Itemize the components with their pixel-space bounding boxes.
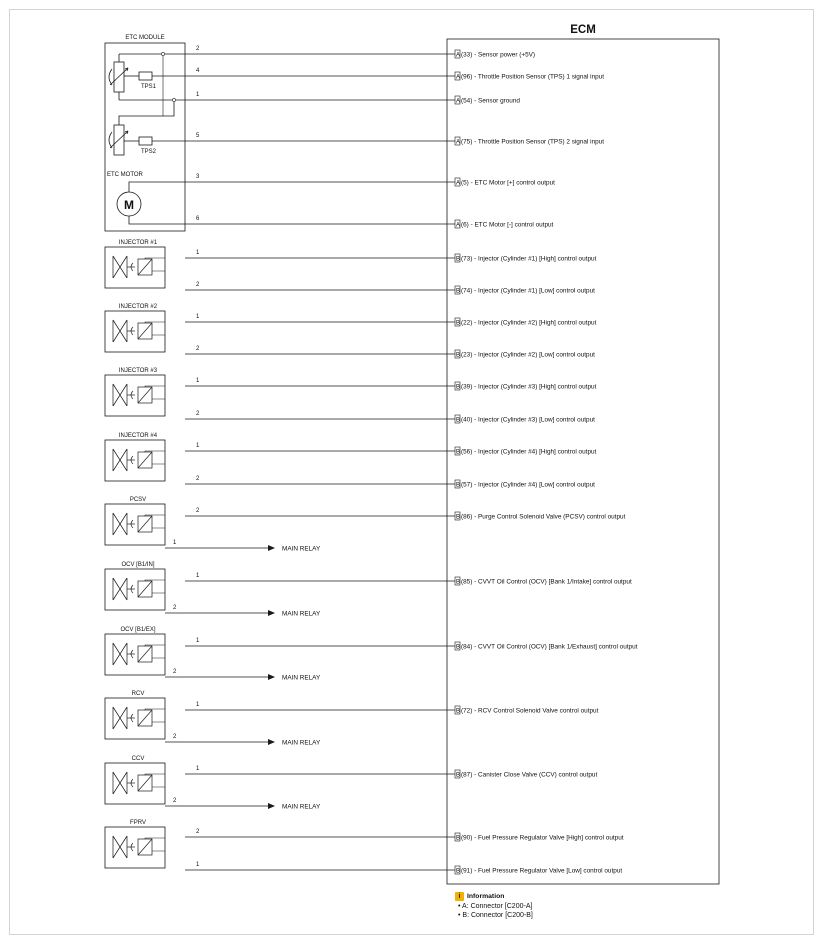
ecm-pin-label: (22) - Injector (Cylinder #2) [High] control output: [461, 319, 597, 327]
valve-icon: [113, 513, 127, 535]
etc-motor-title: ETC MOTOR: [107, 172, 143, 178]
connector-letter: B: [456, 835, 461, 842]
pin-number: 1: [196, 443, 200, 449]
info-line-b: • B: Connector [C200-B]: [458, 912, 533, 919]
ecm-pin-label: (57) - Injector (Cylinder #4) [Low] control output: [461, 481, 595, 489]
valve-icon: [113, 836, 127, 858]
information-header: [455, 892, 755, 901]
valve-icon: [113, 707, 127, 729]
information-title: Information: [467, 893, 505, 900]
connector-letter: B: [456, 482, 461, 489]
connector-letter: B: [456, 644, 461, 651]
valve-icon: [113, 384, 127, 406]
coil-diagonal: [138, 775, 152, 791]
component-title: OCV [B1/IN]: [121, 562, 155, 568]
arrow-icon: [268, 545, 275, 551]
solenoid-box: [105, 634, 165, 675]
main-relay-label: MAIN RELAY: [282, 610, 321, 618]
tps1-label: TPS1: [141, 84, 157, 90]
tps2-sensor: [109, 100, 185, 155]
information-note: [455, 892, 755, 919]
connector-letter: A: [456, 52, 461, 59]
pin-number: 1: [196, 862, 200, 868]
pin-number: 2: [196, 476, 200, 482]
pin-number: 2: [173, 669, 177, 675]
lead-wire: [145, 515, 165, 528]
ecm-pin-label: (90) - Fuel Pressure Regulator Valve [High] control output: [461, 834, 624, 842]
lead-wire: [145, 386, 165, 399]
pin-number: 4: [196, 68, 200, 74]
connector-letter: B: [456, 579, 461, 586]
info-line-a: • A: Connector [C200-A]: [458, 903, 533, 910]
connector-letter: B: [456, 256, 461, 263]
lead-wire: [145, 645, 165, 658]
lead-wire: [145, 774, 165, 787]
ecm-pin-label: (54) - Sensor ground: [461, 97, 520, 105]
pin-number: 2: [196, 346, 200, 352]
arrow-icon: [268, 739, 275, 745]
pin-number: 1: [196, 766, 200, 772]
pin-number: 2: [196, 282, 200, 288]
arrow-icon: [268, 610, 275, 616]
splice-dot: [161, 52, 164, 55]
ecm-pin-label: (6) - ETC Motor [-] control output: [461, 221, 554, 229]
connector-letter: A: [456, 222, 461, 229]
pin-number: 2: [196, 46, 200, 52]
pin-number: 1: [173, 540, 177, 546]
ecm-pin-label: (40) - Injector (Cylinder #3) [Low] control output: [461, 416, 595, 424]
ecm-title: ECM: [570, 24, 596, 36]
valve-icon: [113, 449, 127, 471]
tps1-sensor: [109, 54, 152, 100]
ecm-pin-label: (75) - Throttle Position Sensor (TPS) 2 signal input: [461, 138, 605, 146]
pin-number: 1: [196, 92, 200, 98]
connector-letter: B: [456, 384, 461, 391]
solenoid-box: [105, 763, 165, 804]
pin-number: 1: [196, 638, 200, 644]
lead-wire: [145, 709, 165, 722]
component-title: RCV: [131, 691, 145, 697]
connector-letter: A: [456, 180, 461, 187]
coil-diagonal: [138, 710, 152, 726]
coil-diagonal: [138, 452, 152, 468]
component-title: INJECTOR #4: [118, 433, 158, 439]
pin-number: 2: [173, 798, 177, 804]
main-relay-label: MAIN RELAY: [282, 674, 321, 682]
coil-diagonal: [138, 323, 152, 339]
solenoid-box: [105, 569, 165, 610]
pin-number: 2: [173, 605, 177, 611]
pin-number: 1: [196, 702, 200, 708]
component-title: INJECTOR #1: [118, 240, 158, 246]
pin-number: 5: [196, 133, 200, 139]
pin-number: 2: [196, 411, 200, 417]
ecm-pin-label: (74) - Injector (Cylinder #1) [Low] control output: [461, 287, 595, 295]
pin-number: 1: [196, 378, 200, 384]
info-icon: i: [455, 892, 464, 901]
pin-number: 2: [196, 508, 200, 514]
lead-wire: [145, 838, 165, 851]
connector-letter: A: [456, 98, 461, 105]
valve-icon: [113, 578, 127, 600]
solenoid-box: [105, 504, 165, 545]
ecm-pin-label: (87) - Canister Close Valve (CCV) control output: [461, 771, 598, 779]
ecm-pin-label: (84) - CVVT Oil Control (OCV) [Bank 1/Exhaust] control output: [461, 643, 638, 651]
ecm-pin-label: (85) - CVVT Oil Control (OCV) [Bank 1/Intake] control output: [461, 578, 632, 586]
lead-wire: [145, 258, 165, 271]
component-title: PCSV: [129, 497, 147, 503]
component-title: INJECTOR #2: [118, 304, 158, 310]
main-relay-label: MAIN RELAY: [282, 803, 321, 811]
connector-letter: A: [456, 139, 461, 146]
solenoid-box: [105, 375, 165, 416]
pin-number: 3: [196, 174, 200, 180]
component-title: FPRV: [130, 820, 146, 826]
arrow-icon: [268, 803, 275, 809]
solenoid-box: [105, 247, 165, 288]
connector-letter: B: [456, 320, 461, 327]
ecm-pin-label: (39) - Injector (Cylinder #3) [High] control output: [461, 383, 597, 391]
solenoid-box: [105, 440, 165, 481]
ecm-box: [447, 39, 719, 884]
ecm-pin-label: (56) - Injector (Cylinder #4) [High] control output: [461, 448, 597, 456]
ecm-pin-label: (5) - ETC Motor [+] control output: [461, 179, 555, 187]
connector-letter: B: [456, 288, 461, 295]
etc-module-title: ETC MODULE: [125, 35, 165, 41]
coil-diagonal: [138, 839, 152, 855]
connector-letter: B: [456, 514, 461, 521]
pin-number: 1: [196, 250, 200, 256]
component-title: CCV: [131, 756, 145, 762]
connector-letter: B: [456, 708, 461, 715]
pin-number: 1: [196, 573, 200, 579]
ecm-pin-label: (86) - Purge Control Solenoid Valve (PCSV) control output: [461, 513, 626, 521]
main-relay-label: MAIN RELAY: [282, 739, 321, 747]
pin-number: 6: [196, 216, 200, 222]
ecm-pin-label: (23) - Injector (Cylinder #2) [Low] control output: [461, 351, 595, 359]
ecm-pin-label: (33) - Sensor power (+5V): [461, 51, 536, 59]
coil-diagonal: [138, 646, 152, 662]
connector-letter: B: [456, 772, 461, 779]
motor-symbol: M: [124, 198, 134, 212]
valve-icon: [113, 320, 127, 342]
coil-diagonal: [138, 387, 152, 403]
arrow-icon: [268, 674, 275, 680]
connector-letter: A: [456, 74, 461, 81]
coil-diagonal: [138, 259, 152, 275]
connector-letter: B: [456, 868, 461, 875]
tps2-label: TPS2: [141, 149, 157, 155]
ecm-pin-label: (73) - Injector (Cylinder #1) [High] control output: [461, 255, 597, 263]
pin-number: 1: [196, 314, 200, 320]
lead-wire: [145, 580, 165, 593]
pin-number: 2: [173, 734, 177, 740]
connector-letter: B: [456, 417, 461, 424]
main-relay-label: MAIN RELAY: [282, 545, 321, 553]
component-title: OCV [B1/EX]: [120, 627, 156, 633]
component-title: INJECTOR #3: [118, 368, 158, 374]
coil-diagonal: [138, 516, 152, 532]
ecm-pin-label: (91) - Fuel Pressure Regulator Valve [Low] control output: [461, 867, 623, 875]
solenoid-box: [105, 698, 165, 739]
valve-icon: [113, 256, 127, 278]
lead-wire: [145, 451, 165, 464]
ecm-pin-label: (72) - RCV Control Solenoid Valve control output: [461, 707, 599, 715]
coil-diagonal: [138, 581, 152, 597]
solenoid-box: [105, 827, 165, 868]
connector-letter: B: [456, 352, 461, 359]
lead-wire: [145, 322, 165, 335]
valve-icon: [113, 643, 127, 665]
connector-letter: B: [456, 449, 461, 456]
valve-icon: [113, 772, 127, 794]
splice-dot: [172, 98, 175, 101]
solenoid-box: [105, 311, 165, 352]
pin-number: 2: [196, 829, 200, 835]
ecm-pin-label: (96) - Throttle Position Sensor (TPS) 1 signal input: [461, 73, 605, 81]
